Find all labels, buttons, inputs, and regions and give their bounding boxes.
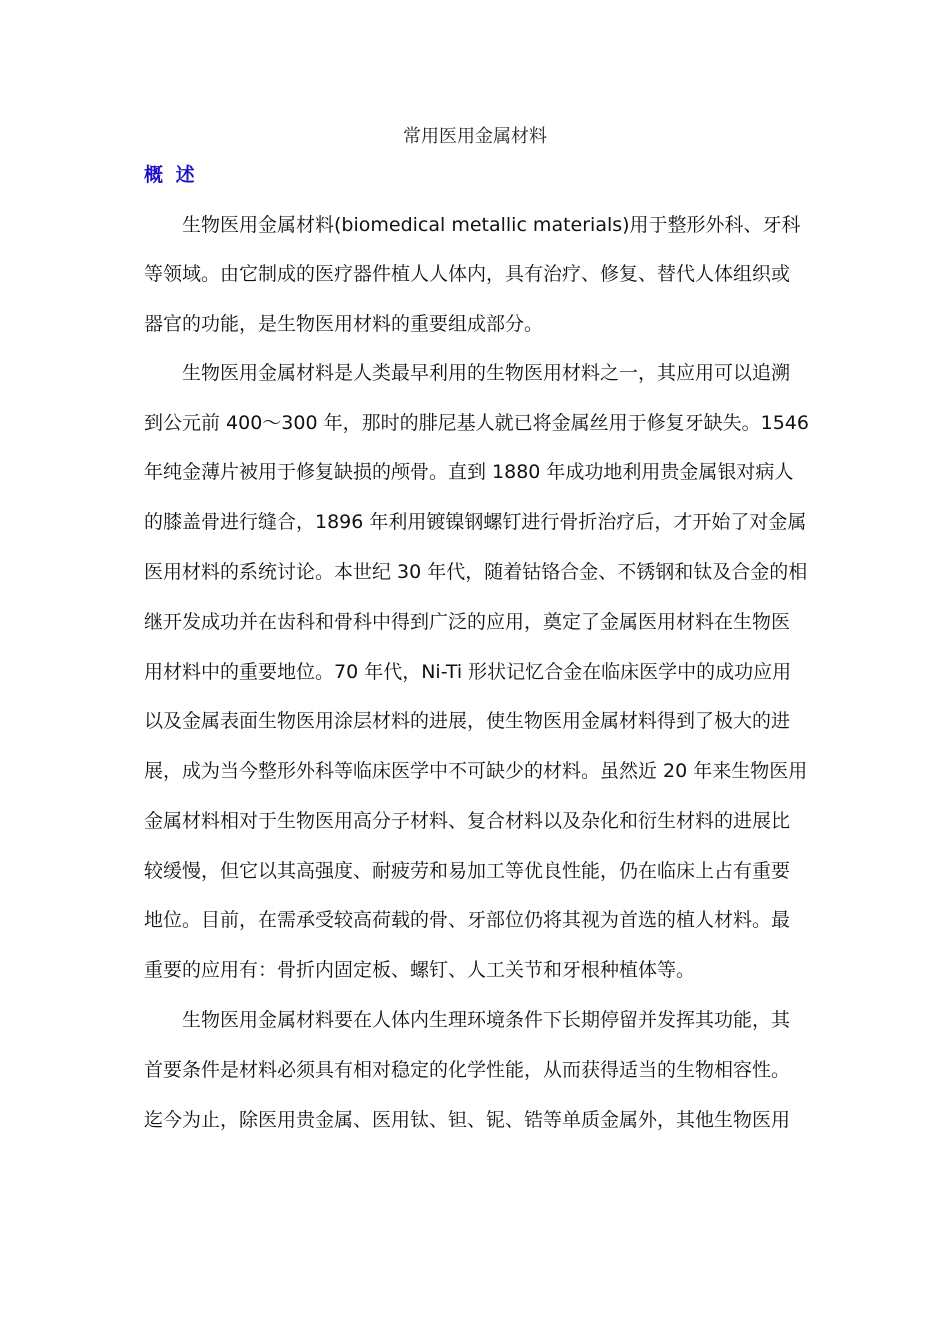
paragraph-line: 医用材料的系统讨论。本世纪 30 年代，随着钴铬合金、不锈钢和钛及合金的相 — [144, 561, 808, 583]
paragraph-line: 首要条件是材料必须具有相对稳定的化学性能，从而获得适当的生物相容性。 — [144, 1059, 791, 1081]
paragraph-line: 较缓慢，但它以其高强度、耐疲劳和易加工等优良性能，仍在临床上占有重要 — [144, 860, 791, 882]
paragraph-line: 继开发成功并在齿科和骨科中得到广泛的应用，奠定了金属医用材料在生物医 — [144, 611, 791, 633]
paragraph-line: 年纯金薄片被用于修复缺损的颅骨。直到 1880 年成功地利用贵金属银对病人 — [144, 461, 794, 483]
paragraph-line: 等领域。由它制成的医疗器件植人人体内，具有治疗、修复、替代人体组织或 — [144, 263, 791, 285]
paragraph-line: 地位。目前，在需承受较高荷载的骨、牙部位仍将其视为首选的植人材料。最 — [144, 909, 791, 931]
paragraph-line: 的膝盖骨进行缝合，1896 年利用镀镍钢螺钉进行骨折治疗后，才开始了对金属 — [144, 511, 807, 533]
paragraph-line: 生物医用金属材料(biomedical metallic materials)用于整形外科、牙科 — [182, 214, 801, 236]
paragraph-line: 以及金属表面生物医用涂层材料的进展，使生物医用金属材料得到了极大的进 — [144, 710, 791, 732]
paragraph-line: 器官的功能，是生物医用材料的重要组成部分。 — [144, 313, 544, 335]
paragraph-line: 用材料中的重要地位。70 年代，Ni-Ti 形状记忆合金在临床医学中的成功应用 — [144, 661, 792, 683]
paragraph-line: 金属材料相对于生物医用高分子材料、复合材料以及杂化和衍生材料的进展比 — [144, 810, 791, 832]
paragraph-line: 到公元前 400～300 年，那时的腓尼基人就已将金属丝用于修复牙缺失。1546 — [144, 412, 809, 434]
section-heading: 概 述 — [144, 164, 198, 186]
paragraph-line: 迄今为止，除医用贵金属、医用钛、钽、铌、锆等单质金属外，其他生物医用 — [144, 1109, 791, 1131]
paragraph-line: 展，成为当今整形外科等临床医学中不可缺少的材料。虽然近 20 年来生物医用 — [144, 760, 808, 782]
paragraph-line: 生物医用金属材料是人类最早利用的生物医用材料之一，其应用可以追溯 — [182, 362, 791, 384]
document-title: 常用医用金属材料 — [403, 126, 547, 147]
paragraph-line: 生物医用金属材料要在人体内生理环境条件下长期停留并发挥其功能，其 — [182, 1009, 791, 1031]
paragraph-line: 重要的应用有：骨折内固定板、螺钉、人工关节和牙根种植体等。 — [144, 959, 696, 981]
